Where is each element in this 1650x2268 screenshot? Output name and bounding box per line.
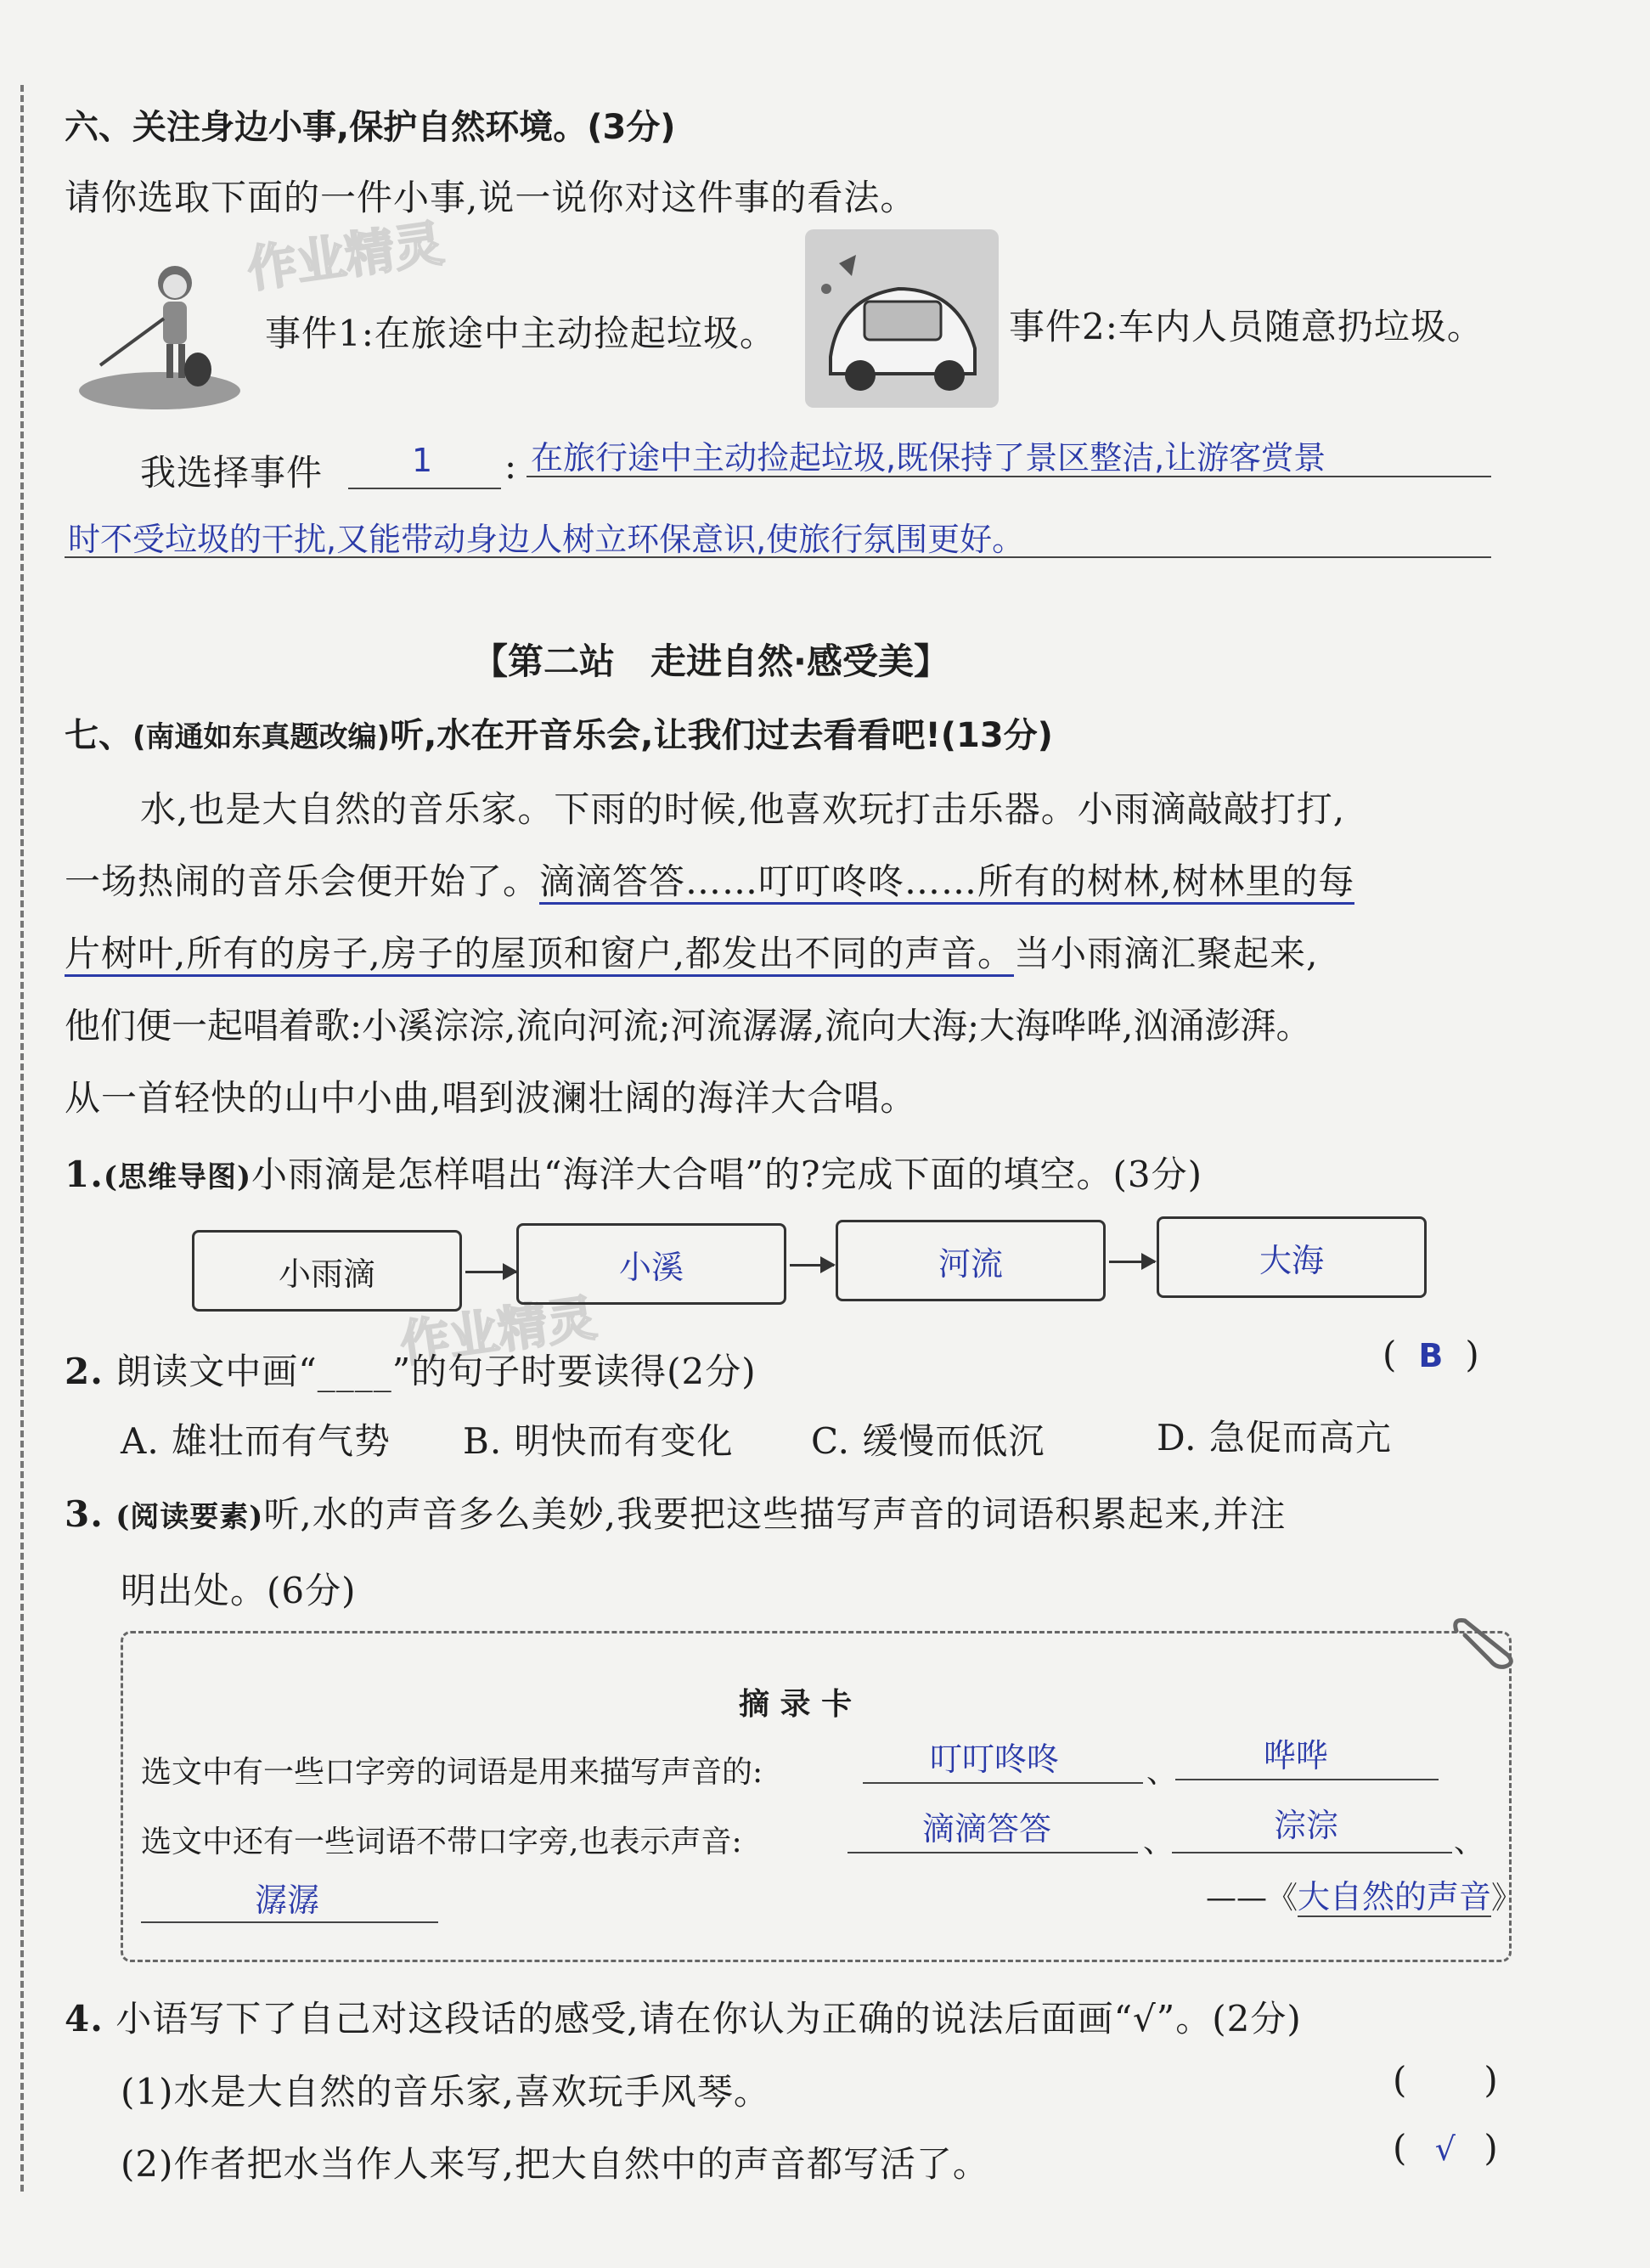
card-row1-answer-2: 哗哗 xyxy=(1264,1737,1329,1774)
passage-line-3b: 当小雨滴汇聚起来, xyxy=(1014,933,1319,974)
q7-2-text: 朗读文中画“____”的句子时要读得(2分) xyxy=(115,1351,757,1392)
card-row1-line-1 xyxy=(863,1782,1143,1784)
q7-4-text: 小语写下了自己对这段话的感受,请在你认为正确的说法后面画“√”。(2分) xyxy=(115,1998,1302,2040)
q7-3-text-1: 听,水的声音多么美妙,我要把这些描写声音的词语积累起来,并注 xyxy=(263,1493,1287,1535)
card-row2-answer-2: 淙淙 xyxy=(1274,1807,1339,1844)
q7-2-option-b: B. 明快而有变化 xyxy=(463,1420,734,1462)
passage-line-5: 从一首轻快的山中小曲,唱到波澜壮阔的海洋大合唱。 xyxy=(65,1077,917,1119)
q7-4-number: 4. xyxy=(65,1998,104,2040)
q7-2-paren-close: ) xyxy=(1465,1334,1480,1375)
card-row2-separator: 、 xyxy=(1143,1825,1174,1859)
q7-1-number: 1. xyxy=(65,1154,104,1195)
q7-1-text: 小雨滴是怎样唱出“海洋大合唱”的?完成下面的填空。(3分) xyxy=(251,1154,1203,1195)
q6-answer-text-1: 在旅行途中主动捡起垃圾,既保持了景区整洁,让游客赏景 xyxy=(531,439,1326,477)
q6-answer-text-2: 时不受垃圾的干扰,又能带动身边人树立环保意识,使旅行氛围更好。 xyxy=(68,521,1025,558)
watermark-middle: 作业精灵 xyxy=(397,1289,600,1374)
watermark-top: 作业精灵 xyxy=(244,214,448,299)
binding-margin-line xyxy=(20,85,24,2192)
passage-line-3 xyxy=(65,926,1318,977)
q7-4-item-2-paren: ( √ ) xyxy=(1393,2127,1499,2169)
choose-event-answer-line xyxy=(348,488,501,489)
q7-1-tag: (思维导图) xyxy=(103,1160,252,1194)
card-source xyxy=(1206,1870,1522,1917)
station-2-heading: 【第二站 走进自然·感受美】 xyxy=(472,640,949,682)
event2-text: 事件2:车内人员随意扔垃圾。 xyxy=(1009,306,1484,347)
card-source-prefix: ——《 xyxy=(1206,1881,1298,1915)
q7-1-question xyxy=(65,1147,1202,1198)
mindmap-arrow-1 xyxy=(465,1271,516,1273)
card-row1-separator: 、 xyxy=(1146,1755,1178,1790)
choose-event-colon: : xyxy=(504,445,518,487)
mindmap-box-river xyxy=(836,1220,1106,1301)
event1-text: 事件1:在旅途中主动捡起垃圾。 xyxy=(265,313,776,354)
q7-3-text-2: 明出处。(6分) xyxy=(121,1570,357,1611)
passage-line-2 xyxy=(65,854,1354,905)
q7-title: 听,水在开音乐会,让我们过去看看吧!(13分) xyxy=(390,716,1053,755)
card-row2-answer-1: 滴滴答答 xyxy=(922,1810,1052,1848)
passage-line-2a: 一场热闹的音乐会便开始了。 xyxy=(65,860,540,902)
q7-2-paren-open: ( xyxy=(1383,1334,1398,1375)
card-row1-line-2 xyxy=(1175,1779,1439,1780)
q7-2-answer: B xyxy=(1418,1337,1444,1374)
q7-2-option-a: A. 雄壮而有气势 xyxy=(121,1420,391,1462)
card-row3-answer: 潺潺 xyxy=(255,1882,320,1919)
mindmap-box-raindrop xyxy=(192,1230,462,1312)
card-row2-line-1 xyxy=(848,1852,1138,1853)
q7-2-question xyxy=(65,1344,757,1395)
mindmap-box-sea xyxy=(1157,1216,1427,1298)
q7-number: 七、 xyxy=(65,716,132,755)
underlined-sentence-part-2: 片树叶,所有的房子,房子的屋顶和窗户,都发出不同的声音。 xyxy=(65,933,1014,977)
choose-event-label: 我选择事件 xyxy=(140,452,324,494)
mindmap-box-stream-answer: 小溪 xyxy=(618,1248,684,1286)
q6-title: 六、关注身边小事,保护自然环境。(3分) xyxy=(65,108,676,147)
mindmap-box-sea-answer: 大海 xyxy=(1259,1241,1324,1279)
q7-4-item-2-answer: √ xyxy=(1434,2130,1456,2168)
choose-event-answer: 1 xyxy=(412,442,433,479)
q7-4-item-1: (1)水是大自然的音乐家,喜欢玩手风琴。 xyxy=(121,2071,770,2113)
q7-4-item-2: (2)作者把水当作人来写,把大自然中的声音都写活了。 xyxy=(121,2143,989,2185)
mindmap-box-river-answer: 河流 xyxy=(938,1244,1003,1283)
q7-4-question xyxy=(65,1991,1302,2042)
excerpt-card-title: 摘 录 卡 xyxy=(739,1687,853,1722)
q7-heading xyxy=(65,708,1053,757)
card-source-suffix: 》 xyxy=(1491,1881,1523,1915)
q7-4-item-1-paren: ( ) xyxy=(1393,2059,1499,2101)
q7-3-number: 3. xyxy=(65,1493,104,1535)
passage-line-4: 他们便一起唱着歌:小溪淙淙,流向河流;河流潺潺,流向大海;大海哗哗,汹涌澎湃。 xyxy=(65,1005,1312,1047)
mindmap-box-stream xyxy=(516,1223,786,1305)
mindmap-arrow-2 xyxy=(790,1264,834,1267)
q7-2-number: 2. xyxy=(65,1351,104,1392)
card-row3-line xyxy=(141,1921,438,1923)
mindmap-arrow-3 xyxy=(1109,1261,1155,1263)
q7-2-answer-paren xyxy=(1383,1334,1480,1375)
card-row2-separator-end: 、 xyxy=(1454,1825,1485,1859)
paperclip-icon xyxy=(1444,1614,1520,1673)
car-littering-illustration xyxy=(805,229,999,408)
mindmap-box-raindrop-label: 小雨滴 xyxy=(278,1255,375,1293)
q7-2-option-c: C. 缓慢而低沉 xyxy=(811,1420,1045,1462)
underlined-sentence-part-1: 滴滴答答……叮叮咚咚……所有的树林,树林里的每 xyxy=(539,860,1354,905)
q6-prompt: 请你选取下面的一件小事,说一说你对这件事的看法。 xyxy=(65,177,917,218)
card-row1-label: 选文中有一些口字旁的词语是用来描写声音的: xyxy=(141,1755,763,1790)
card-row1-answer-1: 叮叮咚咚 xyxy=(930,1740,1060,1778)
card-source-answer: 大自然的声音 xyxy=(1298,1878,1492,1915)
girl-picking-litter-illustration xyxy=(75,242,245,412)
card-row2-line-2 xyxy=(1172,1852,1452,1853)
card-row2-label: 选文中还有一些词语不带口字旁,也表示声音: xyxy=(141,1825,742,1859)
q7-2-option-d: D. 急促而高亢 xyxy=(1157,1417,1392,1458)
passage-line-1: 水,也是大自然的音乐家。下雨的时候,他喜欢玩打击乐器。小雨滴敲敲打打, xyxy=(140,788,1346,830)
q7-3-tag: (阅读要素) xyxy=(115,1500,264,1534)
q7-source: (南通如东真题改编) xyxy=(132,720,391,754)
q7-3-question xyxy=(65,1487,1286,1537)
